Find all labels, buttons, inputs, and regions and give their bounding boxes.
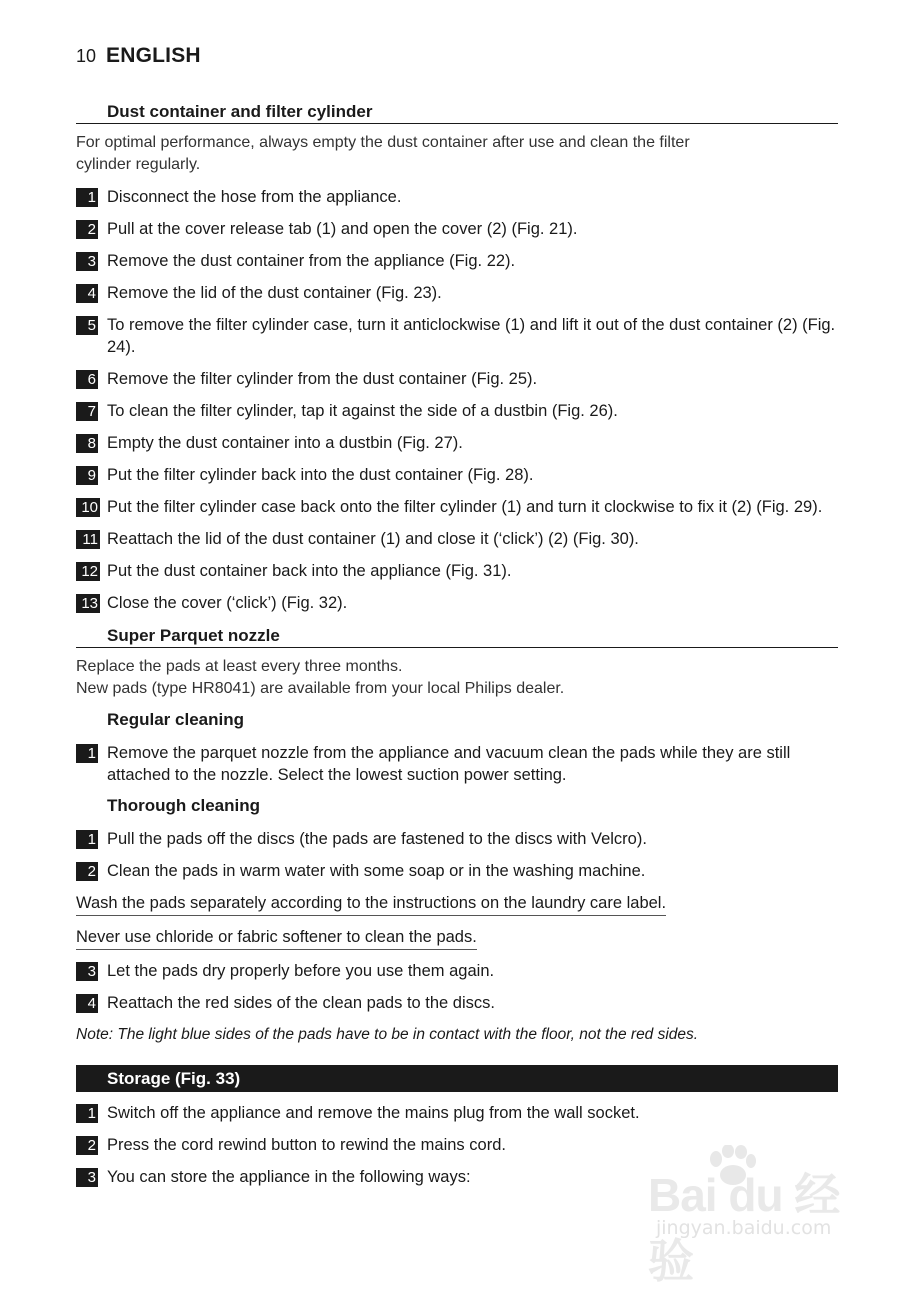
- step-text: Clean the pads in warm water with some soap or in the washing machine.: [107, 862, 646, 880]
- thorough-steps-b: [76, 960, 838, 1014]
- step-number: 3: [76, 252, 98, 271]
- step-number: 13: [76, 594, 100, 613]
- parquet-section-title: Super Parquet nozzle: [76, 624, 838, 648]
- language-title: ENGLISH: [106, 44, 201, 67]
- step-number: 2: [76, 1136, 98, 1155]
- page-content: [76, 100, 838, 1188]
- step-text: Pull the pads off the discs (the pads are fastened to the discs with Velcro).: [107, 830, 647, 848]
- step-number: 1: [76, 1104, 98, 1123]
- step-text: You can store the appliance in the following ways:: [107, 1168, 471, 1186]
- step-number: 1: [76, 830, 98, 849]
- step-text: Disconnect the hose from the appliance.: [107, 188, 402, 206]
- step-item: [76, 314, 838, 358]
- step-item: [76, 186, 838, 208]
- step-item: [76, 496, 838, 518]
- step-item: [76, 860, 838, 882]
- step-number: 4: [76, 994, 98, 1013]
- thorough-cleaning-title: Thorough cleaning: [107, 796, 260, 815]
- step-number: 11: [76, 530, 100, 549]
- step-text: Put the dust container back into the appliance (Fig. 31).: [107, 562, 512, 580]
- thorough-steps-a: [76, 828, 838, 882]
- step-text: Reattach the red sides of the clean pads to the discs.: [107, 994, 495, 1012]
- step-text: Put the filter cylinder case back onto the filter cylinder (1) and turn it clockwise to fix it (2) (Fig. 29).: [107, 498, 823, 516]
- step-item: [76, 960, 838, 982]
- step-item: [76, 742, 838, 786]
- step-item: [76, 432, 838, 454]
- step-number: 3: [76, 962, 98, 981]
- step-text: Remove the parquet nozzle from the appliance and vacuum clean the pads while they are still attached to the nozzle. Select the lowest suction power setting.: [107, 744, 791, 784]
- watermark-main-text: Bai du 经验: [648, 1169, 840, 1287]
- dust-section-title: Dust container and filter cylinder: [76, 100, 838, 124]
- step-number: 2: [76, 862, 98, 881]
- step-number: 8: [76, 434, 98, 453]
- step-number: 1: [76, 188, 98, 207]
- step-text: Reattach the lid of the dust container (1) and close it (‘click’) (2) (Fig. 30).: [107, 530, 639, 548]
- step-item: [76, 400, 838, 422]
- baidu-watermark: [648, 1145, 848, 1287]
- step-item: [76, 1102, 838, 1124]
- step-item: [76, 592, 838, 614]
- step-number: 12: [76, 562, 100, 581]
- step-number: 5: [76, 316, 98, 335]
- dust-intro: For optimal performance, always empty the dust container after use and clean the filter cylinder regularly.: [76, 134, 690, 173]
- step-number: 1: [76, 744, 98, 763]
- step-item: [76, 560, 838, 582]
- storage-section-title: Storage (Fig. 33): [76, 1065, 838, 1092]
- parquet-intro: Replace the pads at least every three months. New pads (type HR8041) are available from your local Philips dealer.: [76, 658, 565, 697]
- step-item: [76, 528, 838, 550]
- wash-separately-text: Wash the pads separately according to the instructions on the laundry care label.: [76, 892, 666, 916]
- step-item: [76, 250, 838, 272]
- step-text: Switch off the appliance and remove the mains plug from the wall socket.: [107, 1104, 640, 1122]
- step-number: 10: [76, 498, 100, 517]
- step-number: 4: [76, 284, 98, 303]
- step-number: 3: [76, 1168, 98, 1187]
- step-item: [76, 464, 838, 486]
- page-header: [76, 44, 201, 72]
- note-text: Note: The light blue sides of the pads have to be in contact with the floor, not the red sides.: [76, 1026, 699, 1043]
- page-number: 10: [76, 46, 97, 66]
- step-number: 6: [76, 370, 98, 389]
- step-text: Close the cover (‘click’) (Fig. 32).: [107, 594, 348, 612]
- dust-steps: [76, 186, 838, 614]
- step-number: 2: [76, 220, 98, 239]
- step-text: Remove the dust container from the appliance (Fig. 22).: [107, 252, 516, 270]
- step-item: [76, 368, 838, 390]
- step-text: Remove the filter cylinder from the dust container (Fig. 25).: [107, 370, 538, 388]
- watermark-url-text: jingyan.baidu.com: [656, 1217, 832, 1239]
- step-number: 9: [76, 466, 98, 485]
- regular-cleaning-title: Regular cleaning: [107, 710, 244, 729]
- step-text: Pull at the cover release tab (1) and open the cover (2) (Fig. 21).: [107, 220, 578, 238]
- step-text: To clean the filter cylinder, tap it against the side of a dustbin (Fig. 26).: [107, 402, 618, 420]
- step-text: Remove the lid of the dust container (Fig. 23).: [107, 284, 442, 302]
- step-text: To remove the filter cylinder case, turn it anticlockwise (1) and lift it out of the dust container (2) (Fig. 24).: [107, 316, 836, 356]
- step-item: [76, 828, 838, 850]
- step-number: 7: [76, 402, 98, 421]
- step-text: Put the filter cylinder back into the dust container (Fig. 28).: [107, 466, 534, 484]
- step-text: Empty the dust container into a dustbin (Fig. 27).: [107, 434, 463, 452]
- no-chloride-text: Never use chloride or fabric softener to clean the pads.: [76, 926, 477, 950]
- step-item: [76, 992, 838, 1014]
- step-text: Let the pads dry properly before you use them again.: [107, 962, 495, 980]
- step-text: Press the cord rewind button to rewind the mains cord.: [107, 1136, 506, 1154]
- step-item: [76, 218, 838, 240]
- step-item: [76, 282, 838, 304]
- regular-steps: [76, 742, 838, 786]
